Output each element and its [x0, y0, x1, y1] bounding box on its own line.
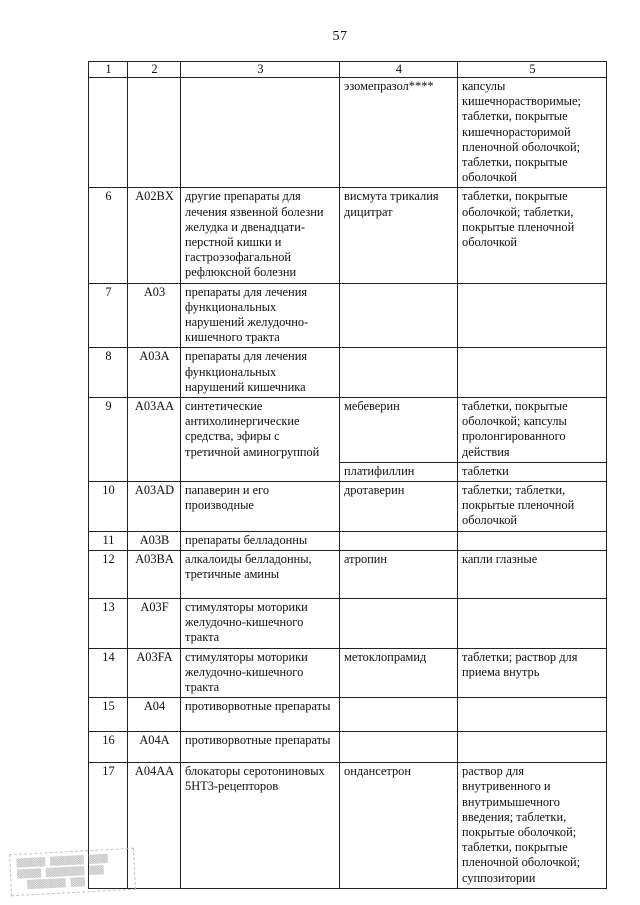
table-row — [89, 531, 607, 550]
pharmacological-group: папаверин и его производные — [181, 482, 340, 532]
atc-code: A04A — [128, 732, 181, 763]
row-number: 10 — [89, 482, 128, 532]
drug-name: дротаверин — [340, 482, 458, 532]
atc-code: A03A — [128, 348, 181, 398]
atc-code: A02BX — [128, 188, 181, 283]
table-row — [89, 550, 607, 598]
pharmacological-group: препараты для лечения функциональных нарушений кишечника — [181, 348, 340, 398]
dosage-form: таблетки; раствор для приема внутрь — [458, 648, 607, 698]
dosage-form — [458, 348, 607, 398]
table-header-row — [89, 62, 607, 78]
atc-code: A04AA — [128, 763, 181, 889]
dosage-form — [458, 531, 607, 550]
drug-name — [340, 598, 458, 648]
drug-name: эзомепразол**** — [340, 78, 458, 188]
column-header: 4 — [340, 62, 458, 78]
registration-stamp: ▒▒▒▒▒▒ ▒▒▒▒▒▒▒ ▒▒▒▒ ▒▒▒▒▒ ▒▒▒▒▒▒▒▒ ▒▒▒ ▒▒▒▒▒▒▒▒ ▒▒▒ — [9, 848, 136, 896]
atc-code: A03AA — [128, 398, 181, 482]
pharmacological-group: стимуляторы моторики желудочно-кишечного тракта — [181, 598, 340, 648]
table-row — [89, 78, 607, 188]
column-header: 2 — [128, 62, 181, 78]
dosage-form — [458, 732, 607, 763]
column-header: 5 — [458, 62, 607, 78]
dosage-form: капли глазные — [458, 550, 607, 598]
atc-code: A03AD — [128, 482, 181, 532]
table-row — [89, 348, 607, 398]
atc-code: A04 — [128, 698, 181, 732]
dosage-form: таблетки, покрытые оболочкой; капсулы пролонгированного действия — [458, 398, 607, 463]
drug-name — [340, 698, 458, 732]
row-number: 8 — [89, 348, 128, 398]
table-row — [89, 732, 607, 763]
dosage-form: таблетки; таблетки, покрытые пленочной оболочкой — [458, 482, 607, 532]
atc-code: A03 — [128, 283, 181, 348]
drug-name: атропин — [340, 550, 458, 598]
atc-code: A03F — [128, 598, 181, 648]
drug-name: мебеверин — [340, 398, 458, 463]
drug-name — [340, 283, 458, 348]
pharmacological-group: стимуляторы моторики желудочно-кишечного тракта — [181, 648, 340, 698]
pharmacological-group: противорвотные препараты — [181, 698, 340, 732]
drug-name: метоклопрамид — [340, 648, 458, 698]
drug-name — [340, 732, 458, 763]
dosage-form — [458, 598, 607, 648]
table-row — [89, 598, 607, 648]
row-number — [89, 78, 128, 188]
pharmacological-group: синтетические антихолинергические средства, эфиры с третичной аминогруппой — [181, 398, 340, 482]
row-number: 7 — [89, 283, 128, 348]
row-number: 17 — [89, 763, 128, 889]
row-number: 9 — [89, 398, 128, 482]
row-number: 13 — [89, 598, 128, 648]
dosage-form — [458, 283, 607, 348]
drug-name: ондансетрон — [340, 763, 458, 889]
pharmacological-group: алкалоиды белладонны, третичные амины — [181, 550, 340, 598]
pharmacological-group: другие препараты для лечения язвенной болезни желудка и двенадцати-перстной кишки и гастроэзофагальной рефлюксной болезни — [181, 188, 340, 283]
table-row — [89, 482, 607, 532]
row-number: 15 — [89, 698, 128, 732]
table-row — [89, 763, 607, 889]
row-number: 12 — [89, 550, 128, 598]
page-number: 57 — [332, 29, 348, 44]
table-row — [89, 648, 607, 698]
pharmacological-group: противорвотные препараты — [181, 732, 340, 763]
column-header: 1 — [89, 62, 128, 78]
atc-code — [128, 78, 181, 188]
dosage-form: таблетки — [458, 462, 607, 481]
pharmacological-group: препараты белладонны — [181, 531, 340, 550]
atc-code: A03BA — [128, 550, 181, 598]
drug-name: платифиллин — [340, 462, 458, 481]
drug-name — [340, 531, 458, 550]
drug-name — [340, 348, 458, 398]
dosage-form: капсулы кишечнорастворимые; таблетки, покрытые кишечнорасторимой пленочной оболочкой; таблетки, покрытые оболочкой — [458, 78, 607, 188]
row-number: 11 — [89, 531, 128, 550]
atc-code: A03B — [128, 531, 181, 550]
row-number: 14 — [89, 648, 128, 698]
dosage-form: раствор для внутривенного и внутримышечного введения; таблетки, покрытые оболочкой; таблетки, покрытые пленочной оболочкой; суппозитории — [458, 763, 607, 889]
drug-name: висмута трикалия дицитрат — [340, 188, 458, 283]
column-header: 3 — [181, 62, 340, 78]
row-number: 6 — [89, 188, 128, 283]
atc-code: A03FA — [128, 648, 181, 698]
table-row — [89, 283, 607, 348]
dosage-form — [458, 698, 607, 732]
pharmacological-group: блокаторы серотониновых 5НТ3-рецепторов — [181, 763, 340, 889]
pharmacological-group: препараты для лечения функциональных нарушений желудочно-кишечного тракта — [181, 283, 340, 348]
dosage-form: таблетки, покрытые оболочкой; таблетки, покрытые пленочной оболочкой — [458, 188, 607, 283]
table-row — [89, 188, 607, 283]
table-row — [89, 698, 607, 732]
pharmacological-group — [181, 78, 340, 188]
row-number: 16 — [89, 732, 128, 763]
table-row — [89, 398, 607, 463]
drug-list-table — [88, 61, 607, 889]
